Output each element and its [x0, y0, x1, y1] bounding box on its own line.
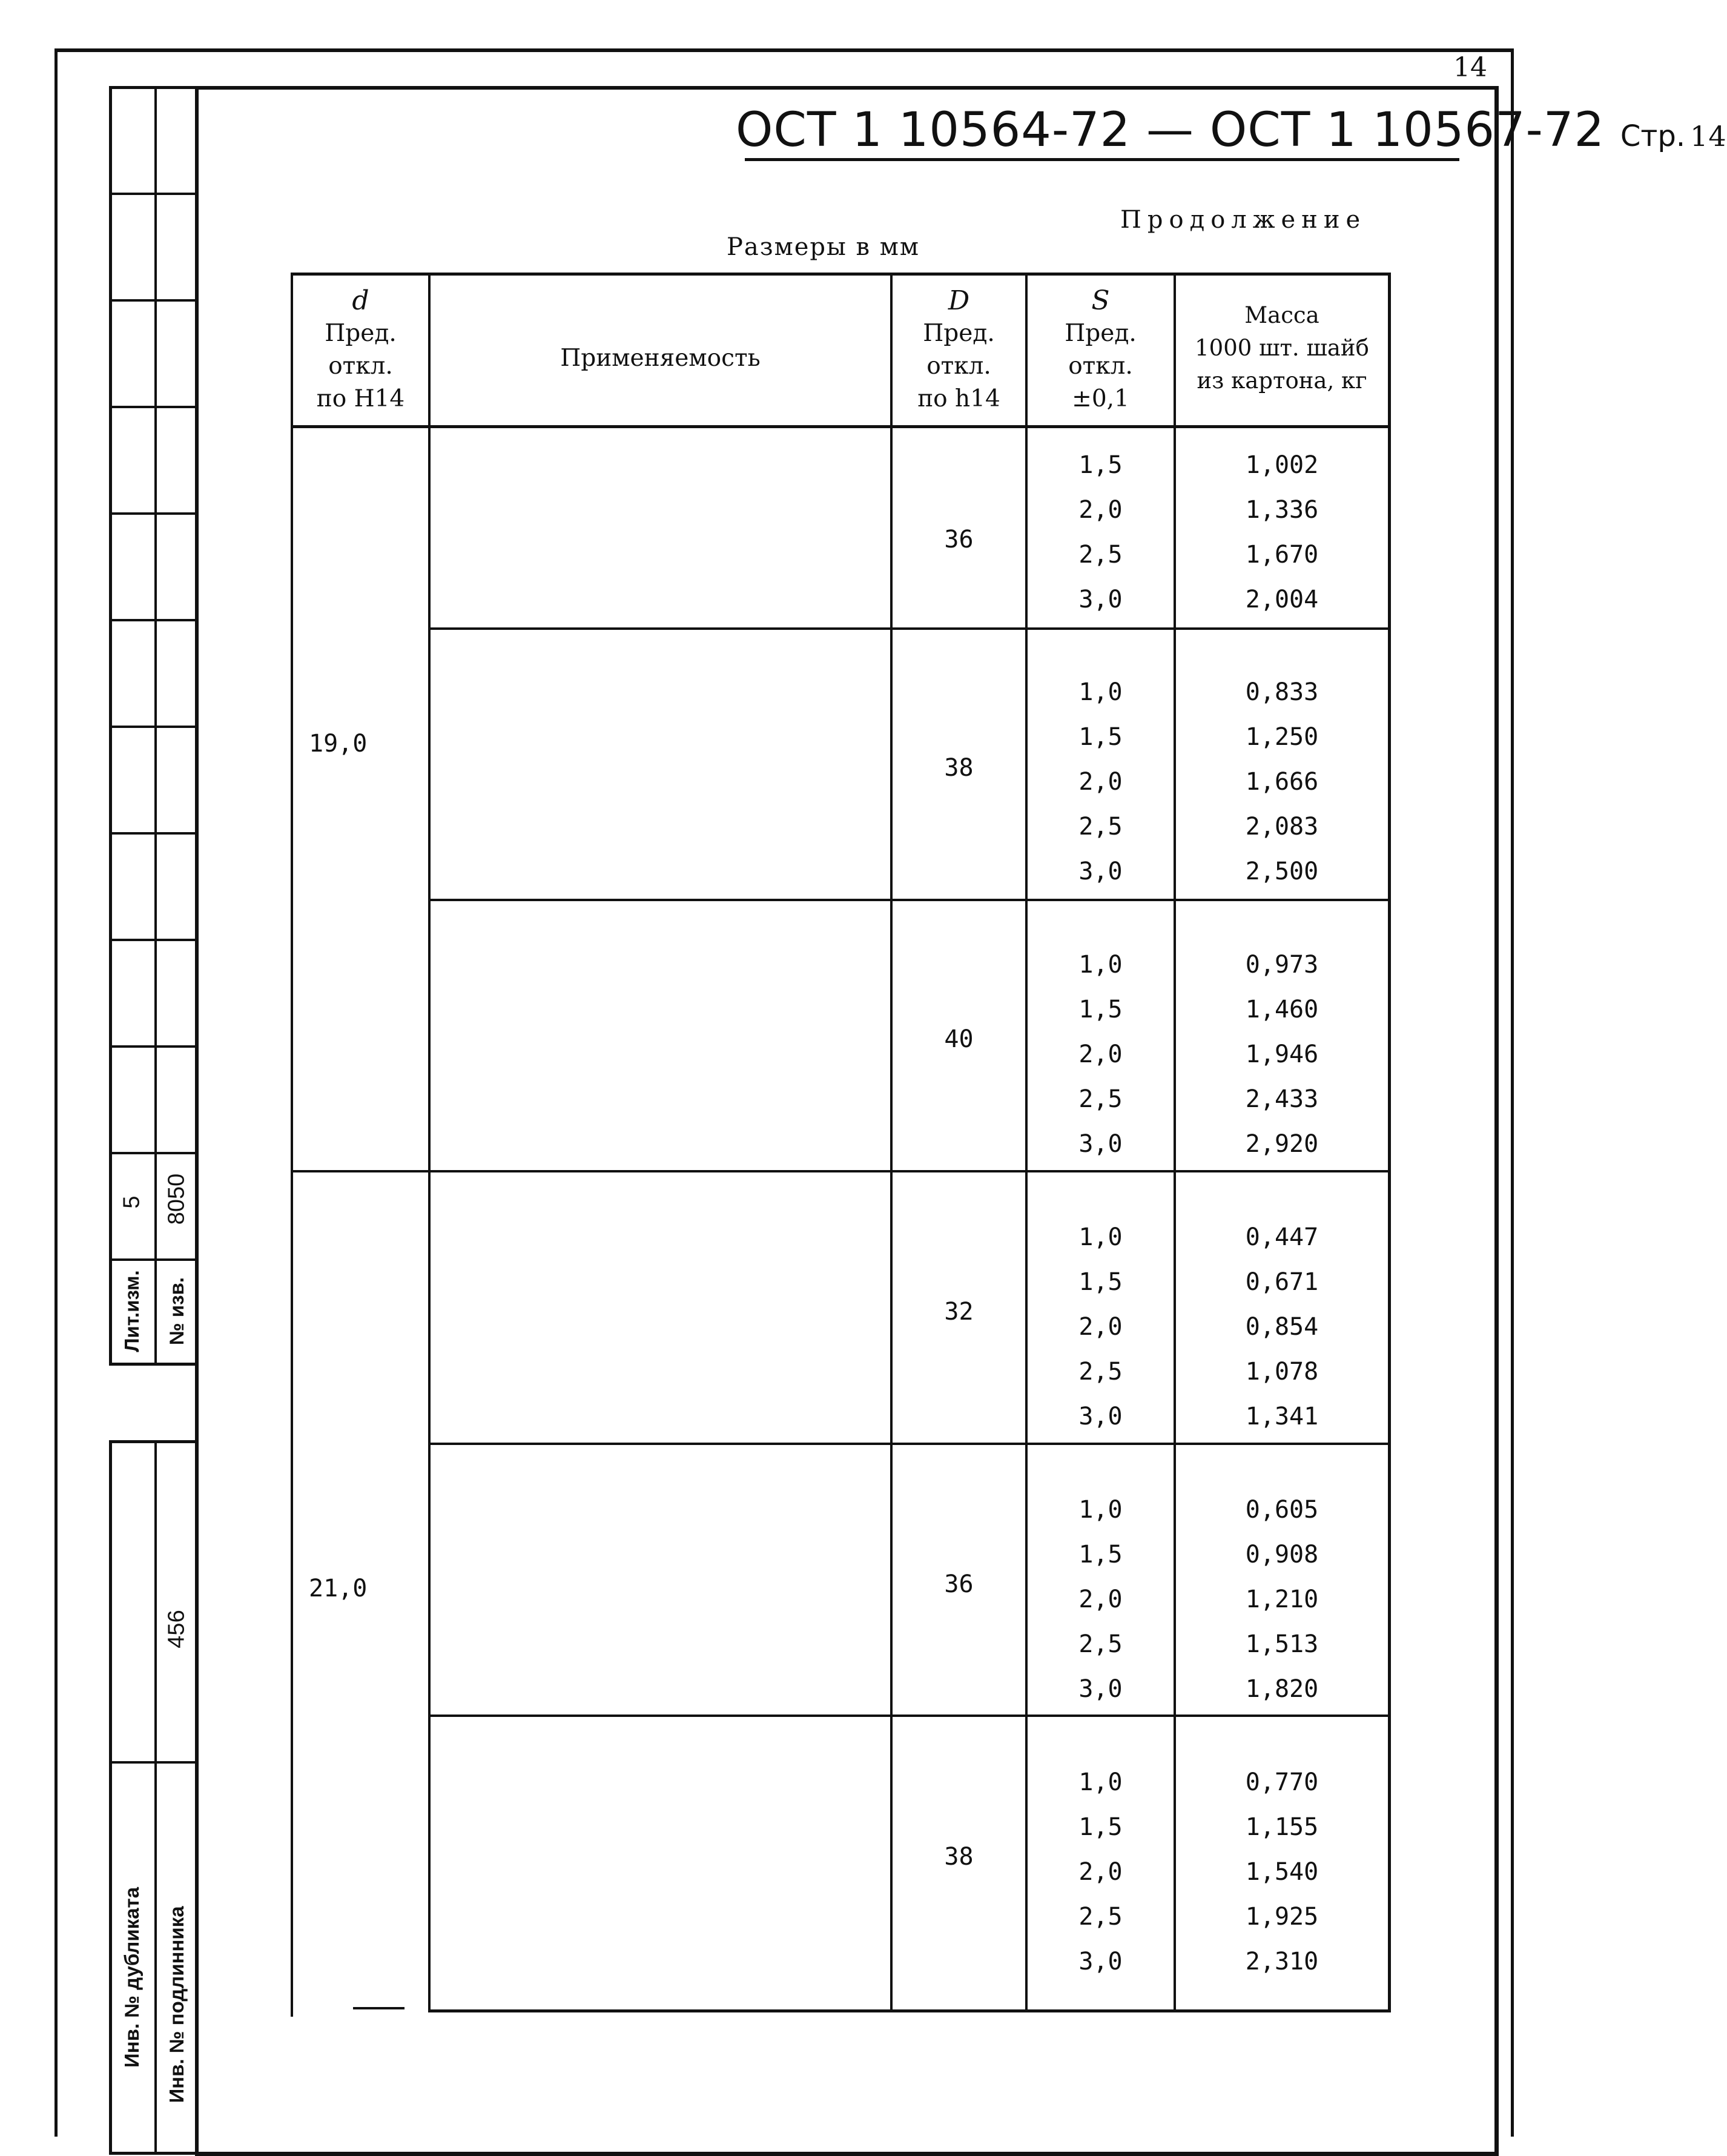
mass-value: 1,341 [1245, 1403, 1319, 1430]
s-value: 1,5 [1078, 451, 1123, 479]
s-value: 2,5 [1078, 1630, 1123, 1658]
s-value: 2,0 [1078, 768, 1123, 796]
inv-podl-label: Инв. № подлинника [165, 1906, 188, 2103]
mass-value: 2,500 [1245, 858, 1319, 885]
inner-frame-right [1494, 86, 1499, 2156]
s-value: 1,5 [1078, 1813, 1123, 1841]
page-label-number: 14 [1690, 120, 1727, 153]
col-header-mass: Масса 1000 шт. шайб из картона, кг [1195, 302, 1369, 394]
n-izv-label: № изв. [165, 1277, 188, 1346]
mass-value: 2,004 [1245, 586, 1319, 613]
s-value: 1,0 [1078, 678, 1123, 706]
lit-izm-value: 5 [119, 1195, 145, 1209]
s-value: 2,0 [1078, 1313, 1123, 1341]
mass-value: 1,513 [1245, 1630, 1319, 1658]
inv-dubl-label: Инв. № дубликата [121, 1886, 143, 2068]
mass-value: 1,250 [1245, 723, 1319, 751]
page-label: Стр. [1620, 119, 1686, 153]
D-value: 40 [944, 1025, 974, 1053]
mass-value: 2,083 [1245, 813, 1319, 841]
s-value: 2,5 [1078, 1903, 1123, 1931]
mass-value: 1,666 [1245, 768, 1319, 796]
s-value: 2,0 [1078, 1586, 1123, 1613]
col-header-d: d Пред. откл. по Н14 [293, 285, 428, 415]
symbol-S: S [1091, 285, 1110, 316]
continuation-label: Продолжение [1120, 206, 1367, 234]
mass-value: 1,946 [1245, 1040, 1319, 1068]
mass-value: 0,854 [1245, 1313, 1319, 1341]
s-value: 3,0 [1078, 1130, 1123, 1158]
inner-frame-left [195, 86, 199, 2156]
mass-value: 0,605 [1245, 1496, 1319, 1524]
s-value: 3,0 [1078, 1675, 1123, 1703]
mass-value: 0,770 [1245, 1768, 1319, 1796]
title-underline [745, 158, 1459, 161]
s-value: 3,0 [1078, 1403, 1123, 1430]
s-value: 1,5 [1078, 1268, 1123, 1296]
n-izv-value: 8050 [163, 1173, 190, 1225]
s-value: 2,5 [1078, 1358, 1123, 1386]
D-value: 38 [944, 1843, 974, 1871]
mass-value: 1,155 [1245, 1813, 1319, 1841]
mass-value: 1,460 [1245, 996, 1319, 1023]
col-header-D: D Пред. откл. по h14 [893, 285, 1025, 415]
inner-frame-top [197, 86, 1499, 90]
s-value: 2,0 [1078, 1040, 1123, 1068]
symbol-D: D [948, 285, 970, 316]
s-value: 2,0 [1078, 496, 1123, 524]
mass-value: 0,833 [1245, 678, 1319, 706]
mass-value: 1,670 [1245, 541, 1319, 569]
mass-value: 1,336 [1245, 496, 1319, 524]
s-value: 1,0 [1078, 951, 1123, 979]
mass-value: 0,973 [1245, 951, 1319, 979]
s-value: 3,0 [1078, 586, 1123, 613]
inner-frame-bottom [197, 2152, 1499, 2156]
D-value: 32 [944, 1298, 974, 1326]
D-value: 36 [944, 1570, 974, 1598]
s-value: 2,5 [1078, 541, 1123, 569]
D-value: 38 [944, 754, 974, 782]
symbol-d: d [352, 285, 369, 316]
units-label: Размеры в мм [727, 233, 920, 261]
mass-value: 1,210 [1245, 1586, 1319, 1613]
frame-right-line [1511, 48, 1514, 2137]
frame-left-line [54, 48, 58, 2137]
col-header-applicability: Применяемость [560, 345, 761, 372]
s-value: 1,0 [1078, 1496, 1123, 1524]
s-value: 1,5 [1078, 1541, 1123, 1569]
mass-value: 1,078 [1245, 1358, 1319, 1386]
col-header-S: S Пред. откл. ±0,1 [1028, 285, 1174, 415]
mass-value: 2,433 [1245, 1085, 1319, 1113]
s-value: 2,5 [1078, 1085, 1123, 1113]
mass-value: 1,925 [1245, 1903, 1319, 1931]
s-value: 3,0 [1078, 858, 1123, 885]
mass-value: 2,310 [1245, 1948, 1319, 1976]
d-value-19: 19,0 [309, 730, 368, 758]
mass-value: 2,920 [1245, 1130, 1319, 1158]
s-value: 2,5 [1078, 813, 1123, 841]
page-number: 14 [1453, 52, 1487, 83]
mass-value: 0,908 [1245, 1541, 1319, 1569]
mass-value: 0,671 [1245, 1268, 1319, 1296]
mass-value: 1,002 [1245, 451, 1319, 479]
mass-value: 0,447 [1245, 1223, 1319, 1251]
mass-value: 1,820 [1245, 1675, 1319, 1703]
s-value: 1,5 [1078, 723, 1123, 751]
s-value: 1,0 [1078, 1223, 1123, 1251]
inv-podl-value: 456 [163, 1610, 190, 1648]
lit-izm-label: Лит.изм. [121, 1270, 143, 1352]
frame-top-line [54, 48, 1514, 52]
document-title [736, 103, 1727, 157]
s-value: 1,0 [1078, 1768, 1123, 1796]
D-value: 36 [944, 526, 974, 554]
s-value: 2,0 [1078, 1858, 1123, 1886]
mass-value: 1,540 [1245, 1858, 1319, 1886]
s-value: 1,5 [1078, 996, 1123, 1023]
document-code: ОСТ 1 10564-72 — ОСТ 1 10567-72 [736, 103, 1605, 157]
d-value-21: 21,0 [309, 1575, 368, 1602]
s-value: 3,0 [1078, 1948, 1123, 1976]
